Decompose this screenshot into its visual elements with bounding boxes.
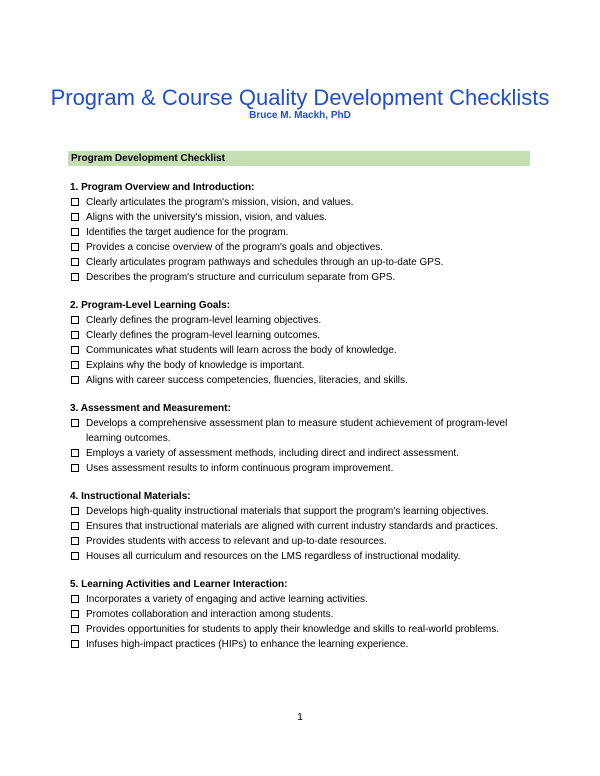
checklist-item: [70, 461, 532, 476]
checklist-item-text: Explains why the body of knowledge is important.: [86, 360, 305, 371]
checklist-item: [70, 255, 532, 270]
checkbox-icon[interactable]: [71, 640, 79, 648]
checklist-item: [70, 358, 532, 373]
checklist-item-text: Clearly defines the program-level learning outcomes.: [86, 330, 321, 341]
checklist-item: [70, 225, 532, 240]
checkbox-icon[interactable]: [71, 331, 79, 339]
checklist-item: [70, 519, 532, 534]
checklist-item: [70, 195, 532, 210]
checkbox-icon[interactable]: [71, 419, 79, 427]
checkbox-icon[interactable]: [71, 346, 79, 354]
checklist-item-text: Develops a comprehensive assessment plan to measure student achievement of program-level learning outcomes.: [86, 418, 508, 444]
section-banner: Program Development Checklist: [68, 151, 530, 166]
checkbox-icon[interactable]: [71, 243, 79, 251]
section-heading: 3. Assessment and Measurement:: [70, 403, 231, 414]
checklist-section: [70, 298, 532, 388]
checkbox-icon[interactable]: [71, 228, 79, 236]
checkbox-icon[interactable]: [71, 537, 79, 545]
checklist-section: [70, 489, 532, 564]
checklist-item: [70, 240, 532, 255]
page-title: Program & Course Quality Development Checklists: [50, 85, 550, 110]
checklist-item: [70, 446, 532, 461]
checklist-item-text: Aligns with career success competencies, fluencies, literacies, and skills.: [86, 375, 408, 386]
section-heading: 1. Program Overview and Introduction:: [70, 182, 255, 193]
checklist-item: [70, 622, 532, 637]
checklist-item: [70, 343, 532, 358]
checklist-section: [70, 577, 532, 652]
checklist-item-text: Promotes collaboration and interaction among students.: [86, 609, 334, 620]
checklist-item: [70, 549, 532, 564]
checklist-item-text: Infuses high-impact practices (HIPs) to enhance the learning experience.: [86, 639, 409, 650]
author-line: Bruce M. Mackh, PhD: [249, 110, 351, 121]
checklist-item-text: Ensures that instructional materials are aligned with current industry standards and practices.: [86, 521, 498, 532]
checkbox-icon[interactable]: [71, 625, 79, 633]
checklist-item-text: Clearly articulates the program's mission, vision, and values.: [86, 197, 354, 208]
checklist-sections: [70, 180, 532, 665]
page-number: 1: [297, 712, 303, 723]
section-heading: 2. Program-Level Learning Goals:: [70, 300, 231, 311]
checklist-item: [70, 534, 532, 549]
checkbox-icon[interactable]: [71, 507, 79, 515]
checkbox-icon[interactable]: [71, 449, 79, 457]
checklist-item-text: Provides a concise overview of the program's goals and objectives.: [86, 242, 384, 253]
checklist-item-text: Clearly articulates program pathways and schedules through an up-to-date GPS.: [86, 257, 444, 268]
checklist-item: [70, 504, 532, 519]
checklist-item-text: Identifies the target audience for the program.: [86, 227, 289, 238]
checklist-item-text: Develops high-quality instructional materials that support the program's learning objectives.: [86, 506, 489, 517]
checklist-section: [70, 180, 532, 285]
checklist-item-text: Houses all curriculum and resources on the LMS regardless of instructional modality.: [86, 551, 461, 562]
checklist-item: [70, 210, 532, 225]
section-heading: 4. Instructional Materials:: [70, 491, 191, 502]
checklist-item-text: Employs a variety of assessment methods, including direct and indirect assessment.: [86, 448, 459, 459]
checklist-item-text: Provides students with access to relevant and up-to-date resources.: [86, 536, 387, 547]
checklist-item: [70, 607, 532, 622]
checkbox-icon[interactable]: [71, 552, 79, 560]
checklist-item-text: Incorporates a variety of engaging and active learning activities.: [86, 594, 368, 605]
checkbox-icon[interactable]: [71, 258, 79, 266]
checklist-item-text: Communicates what students will learn across the body of knowledge.: [86, 345, 397, 356]
checklist-item-text: Aligns with the university's mission, vision, and values.: [86, 212, 327, 223]
checklist-item: [70, 373, 532, 388]
checklist-item-text: Describes the program's structure and curriculum separate from GPS.: [86, 272, 396, 283]
checkbox-icon[interactable]: [71, 376, 79, 384]
checkbox-icon[interactable]: [71, 595, 79, 603]
checkbox-icon[interactable]: [71, 213, 79, 221]
checklist-item-text: Provides opportunities for students to apply their knowledge and skills to real-world problems.: [86, 624, 499, 635]
checkbox-icon[interactable]: [71, 361, 79, 369]
checklist-item-text: Clearly defines the program-level learning objectives.: [86, 315, 322, 326]
checkbox-icon[interactable]: [71, 522, 79, 530]
checkbox-icon[interactable]: [71, 273, 79, 281]
checklist-item: [70, 592, 532, 607]
checkbox-icon[interactable]: [71, 610, 79, 618]
checkbox-icon[interactable]: [71, 464, 79, 472]
checklist-item: [70, 270, 532, 285]
checklist-item: [70, 313, 532, 328]
section-heading: 5. Learning Activities and Learner Interaction:: [70, 579, 288, 590]
checklist-section: [70, 401, 532, 476]
checklist-item-text: Uses assessment results to inform continuous program improvement.: [86, 463, 394, 474]
checklist-item: [70, 328, 532, 343]
checklist-item: [70, 637, 532, 652]
checklist-item: [70, 416, 532, 446]
checkbox-icon[interactable]: [71, 316, 79, 324]
checkbox-icon[interactable]: [71, 198, 79, 206]
